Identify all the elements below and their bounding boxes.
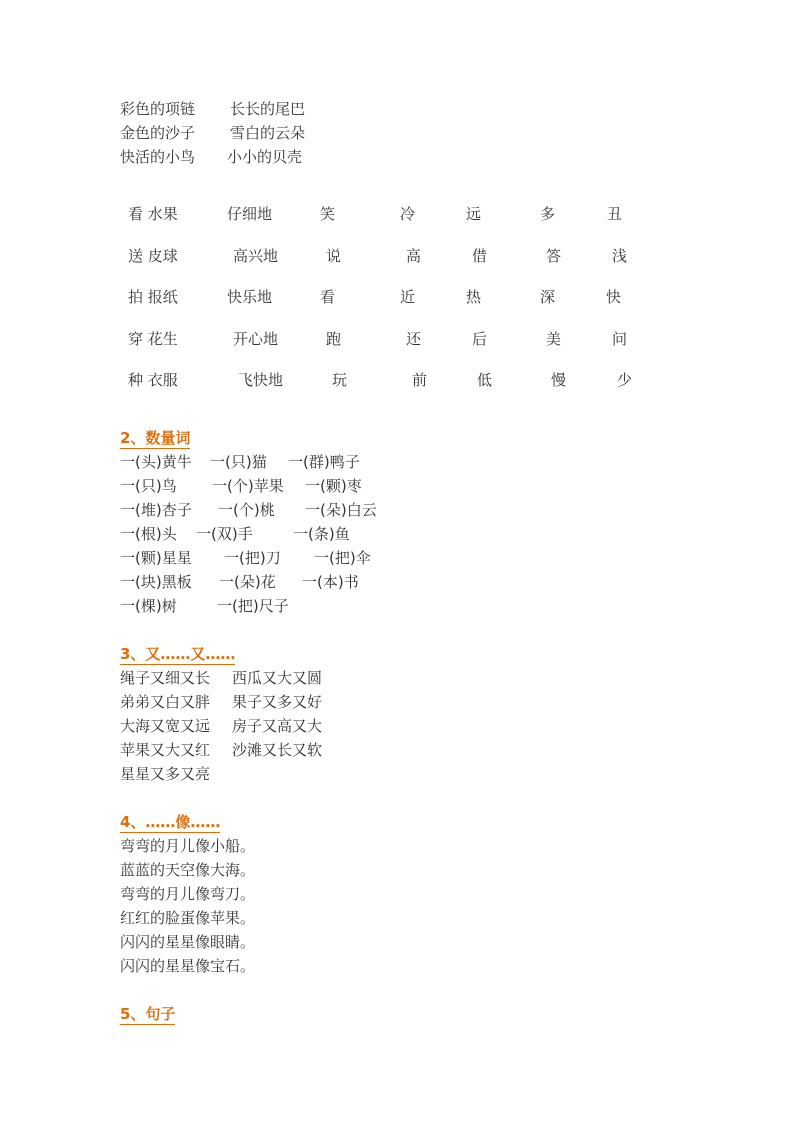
grid-word: 丑 bbox=[607, 205, 623, 223]
grid-word: 前 bbox=[412, 371, 428, 389]
simile-sentence: 红红的脸蛋像苹果。 bbox=[120, 909, 256, 927]
measure-word: 一(头)黄牛 bbox=[120, 453, 192, 471]
grid-word: 玩 bbox=[332, 371, 348, 389]
you-you-phrase: 绳子又细又长 bbox=[120, 669, 211, 687]
phrase: 彩色的项链 bbox=[120, 100, 196, 118]
grid-word: 远 bbox=[466, 205, 482, 223]
grid-word: 借 bbox=[472, 247, 488, 265]
measure-word: 一(根)头 bbox=[120, 525, 177, 543]
you-you-phrase: 西瓜又大又圆 bbox=[232, 669, 323, 687]
measure-word: 一(群)鸭子 bbox=[288, 453, 360, 471]
phrase: 金色的沙子 bbox=[120, 124, 196, 142]
measure-word: 一(朵)花 bbox=[219, 573, 276, 591]
section-heading-sentences: 5、句子 bbox=[120, 1005, 176, 1023]
section-heading-like: 4、……像…… bbox=[120, 813, 221, 831]
you-you-phrase: 弟弟又白又胖 bbox=[120, 693, 211, 711]
phrase: 小小的贝壳 bbox=[227, 148, 303, 166]
phrase: 长长的尾巴 bbox=[230, 100, 306, 118]
grid-word: 慢 bbox=[551, 371, 567, 389]
section-heading-you-you: 3、又……又…… bbox=[120, 645, 236, 663]
grid-word: 看 bbox=[320, 288, 336, 306]
grid-word: 少 bbox=[617, 371, 633, 389]
section-heading-measure-words: 2、数量词 bbox=[120, 429, 191, 447]
grid-word: 快 bbox=[606, 288, 622, 306]
grid-word: 仔细地 bbox=[227, 205, 273, 223]
grid-word: 后 bbox=[472, 330, 488, 348]
simile-sentence: 闪闪的星星像宝石。 bbox=[120, 957, 256, 975]
measure-word: 一(条)鱼 bbox=[293, 525, 350, 543]
you-you-phrase: 房子又高又大 bbox=[232, 717, 323, 735]
grid-word: 问 bbox=[612, 330, 628, 348]
grid-word: 冷 bbox=[400, 205, 416, 223]
measure-word: 一(把)尺子 bbox=[217, 597, 289, 615]
grid-word: 快乐地 bbox=[227, 288, 273, 306]
grid-word: 答 bbox=[546, 247, 562, 265]
measure-word: 一(双)手 bbox=[196, 525, 253, 543]
grid-word: 开心地 bbox=[233, 330, 279, 348]
grid-word: 跑 bbox=[326, 330, 342, 348]
grid-word: 送 皮球 bbox=[128, 247, 178, 265]
measure-word: 一(堆)杏子 bbox=[120, 501, 192, 519]
measure-word: 一(朵)白云 bbox=[305, 501, 377, 519]
grid-word: 深 bbox=[540, 288, 556, 306]
grid-word: 笑 bbox=[320, 205, 336, 223]
you-you-phrase: 果子又多又好 bbox=[232, 693, 323, 711]
simile-sentence: 弯弯的月儿像弯刀。 bbox=[120, 885, 256, 903]
simile-sentence: 弯弯的月儿像小船。 bbox=[120, 837, 256, 855]
measure-word: 一(只)鸟 bbox=[120, 477, 177, 495]
measure-word: 一(个)桃 bbox=[218, 501, 275, 519]
phrase: 雪白的云朵 bbox=[230, 124, 306, 142]
grid-word: 说 bbox=[326, 247, 342, 265]
measure-word: 一(只)猫 bbox=[210, 453, 267, 471]
measure-word: 一(颗)枣 bbox=[305, 477, 362, 495]
grid-word: 浅 bbox=[612, 247, 628, 265]
measure-word: 一(把)伞 bbox=[314, 549, 371, 567]
measure-word: 一(棵)树 bbox=[120, 597, 177, 615]
you-you-phrase: 星星又多又亮 bbox=[120, 765, 211, 783]
you-you-phrase: 苹果又大又红 bbox=[120, 741, 211, 759]
grid-word: 低 bbox=[477, 371, 493, 389]
grid-word: 高兴地 bbox=[233, 247, 279, 265]
measure-word: 一(个)苹果 bbox=[212, 477, 284, 495]
measure-word: 一(块)黑板 bbox=[120, 573, 192, 591]
you-you-phrase: 沙滩又长又软 bbox=[232, 741, 323, 759]
measure-word: 一(把)刀 bbox=[224, 549, 281, 567]
simile-sentence: 蓝蓝的天空像大海。 bbox=[120, 861, 256, 879]
grid-word: 美 bbox=[546, 330, 562, 348]
phrase: 快活的小鸟 bbox=[120, 148, 196, 166]
you-you-phrase: 大海又宽又远 bbox=[120, 717, 211, 735]
grid-word: 高 bbox=[406, 247, 422, 265]
grid-word: 近 bbox=[400, 288, 416, 306]
grid-word: 还 bbox=[406, 330, 422, 348]
grid-word: 拍 报纸 bbox=[128, 288, 178, 306]
measure-word: 一(本)书 bbox=[302, 573, 359, 591]
simile-sentence: 闪闪的星星像眼睛。 bbox=[120, 933, 256, 951]
grid-word: 看 水果 bbox=[128, 205, 178, 223]
grid-word: 飞快地 bbox=[238, 371, 284, 389]
grid-word: 多 bbox=[540, 205, 556, 223]
grid-word: 种 衣服 bbox=[128, 371, 178, 389]
grid-word: 热 bbox=[466, 288, 482, 306]
grid-word: 穿 花生 bbox=[128, 330, 178, 348]
measure-word: 一(颗)星星 bbox=[120, 549, 192, 567]
